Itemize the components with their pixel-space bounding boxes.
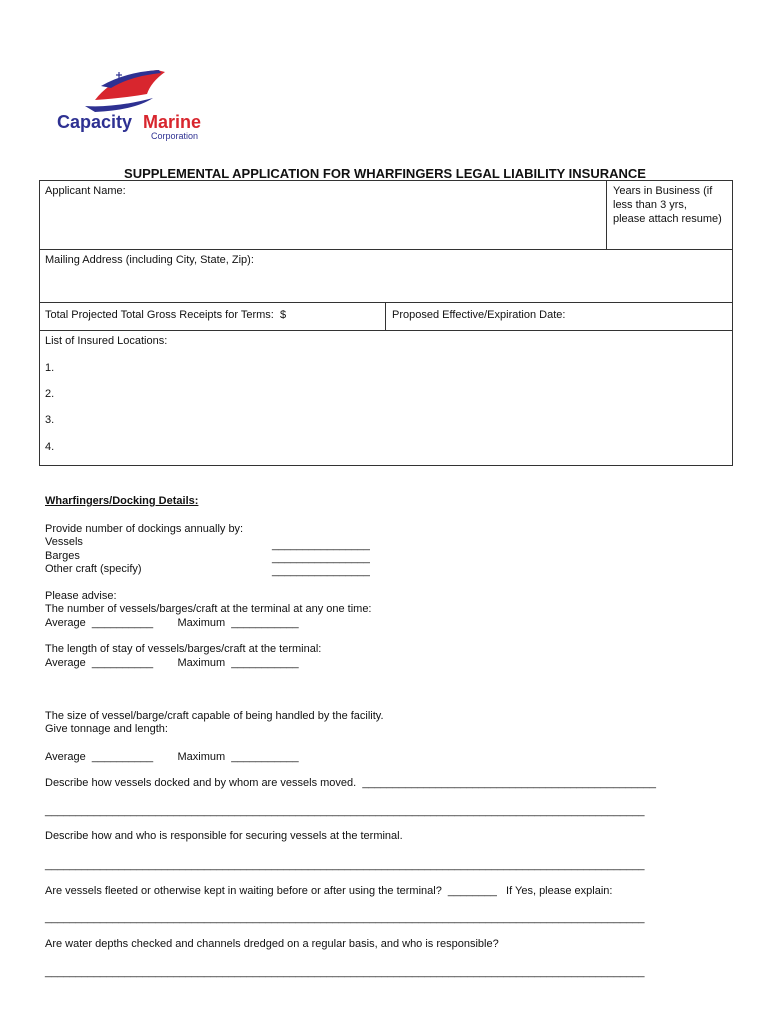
vessels-blank[interactable]: ________________ [272,539,370,551]
other-craft-label: Other craft (specify) [45,563,142,575]
stay-average-maximum[interactable]: Average __________ Maximum ___________ [45,657,299,669]
length-of-stay-question: The length of stay of vessels/barges/craft at the terminal: [45,643,322,655]
describe-docked-question[interactable]: Describe how vessels docked and by whom are vessels moved. ________________________________________________ [45,777,656,789]
other-craft-blank[interactable]: ________________ [272,565,370,577]
location-item: 1. [45,362,55,374]
fleeted-question[interactable]: Are vessels fleeted or otherwise kept in waiting before or after using the terminal? ________ If Yes, please explain: [45,885,613,897]
logo-name-2: Marine [143,112,202,132]
logo-name: Capacity [57,112,133,132]
size-average-maximum[interactable]: Average __________ Maximum ___________ [45,751,299,763]
years-in-business-label-2: less than 3 yrs, [613,199,687,211]
page-title: SUPPLEMENTAL APPLICATION FOR WHARFINGERS LEGAL LIABILITY INSURANCE [124,166,646,181]
section-heading: Wharfingers/Docking Details: [45,495,199,507]
describe-securing-question: Describe how and who is responsible for securing vessels at the terminal. [45,830,403,842]
answer-line[interactable]: __________________________________________________________________________________________________ [45,859,645,871]
location-item: 2. [45,388,55,400]
barges-label: Barges [45,550,80,562]
please-advise: Please advise: [45,590,117,602]
location-item: 4. [45,441,55,453]
number-at-terminal-question: The number of vessels/barges/craft at the terminal at any one time: [45,603,372,615]
applicant-name-cell[interactable] [39,180,607,250]
give-tonnage-label: Give tonnage and length: [45,723,168,735]
company-logo [55,64,205,142]
effective-date-cell[interactable] [385,302,733,331]
years-in-business-label-1: Years in Business (if [613,185,713,197]
location-item: 3. [45,414,55,426]
water-depths-question: Are water depths checked and channels dredged on a regular basis, and who is responsible? [45,938,499,950]
ship-logo-icon [55,64,205,142]
size-handled-question: The size of vessel/barge/craft capable of being handled by the facility. [45,710,384,722]
answer-line[interactable]: __________________________________________________________________________________________________ [45,805,645,817]
vessels-label: Vessels [45,536,83,548]
gross-receipts-label: Total Projected Total Gross Receipts for Terms: $ [45,309,287,321]
answer-line[interactable]: __________________________________________________________________________________________________ [45,966,645,978]
years-in-business-label-3: please attach resume) [613,213,722,225]
answer-line[interactable]: __________________________________________________________________________________________________ [45,912,645,924]
insured-locations-cell[interactable] [39,330,733,466]
number-average-maximum[interactable]: Average __________ Maximum ___________ [45,617,299,629]
logo-sub: Corporation [151,131,199,141]
dockings-intro: Provide number of dockings annually by: [45,523,244,535]
barges-blank[interactable]: ________________ [272,552,370,564]
insured-locations-label: List of Insured Locations: [45,335,168,347]
effective-date-label: Proposed Effective/Expiration Date: [392,309,566,321]
gross-receipts-cell[interactable] [39,302,386,331]
years-in-business-cell[interactable] [606,180,733,250]
applicant-name-label: Applicant Name: [45,185,126,197]
mailing-address-label: Mailing Address (including City, State, Zip): [45,254,254,266]
mailing-address-cell[interactable] [39,249,733,303]
